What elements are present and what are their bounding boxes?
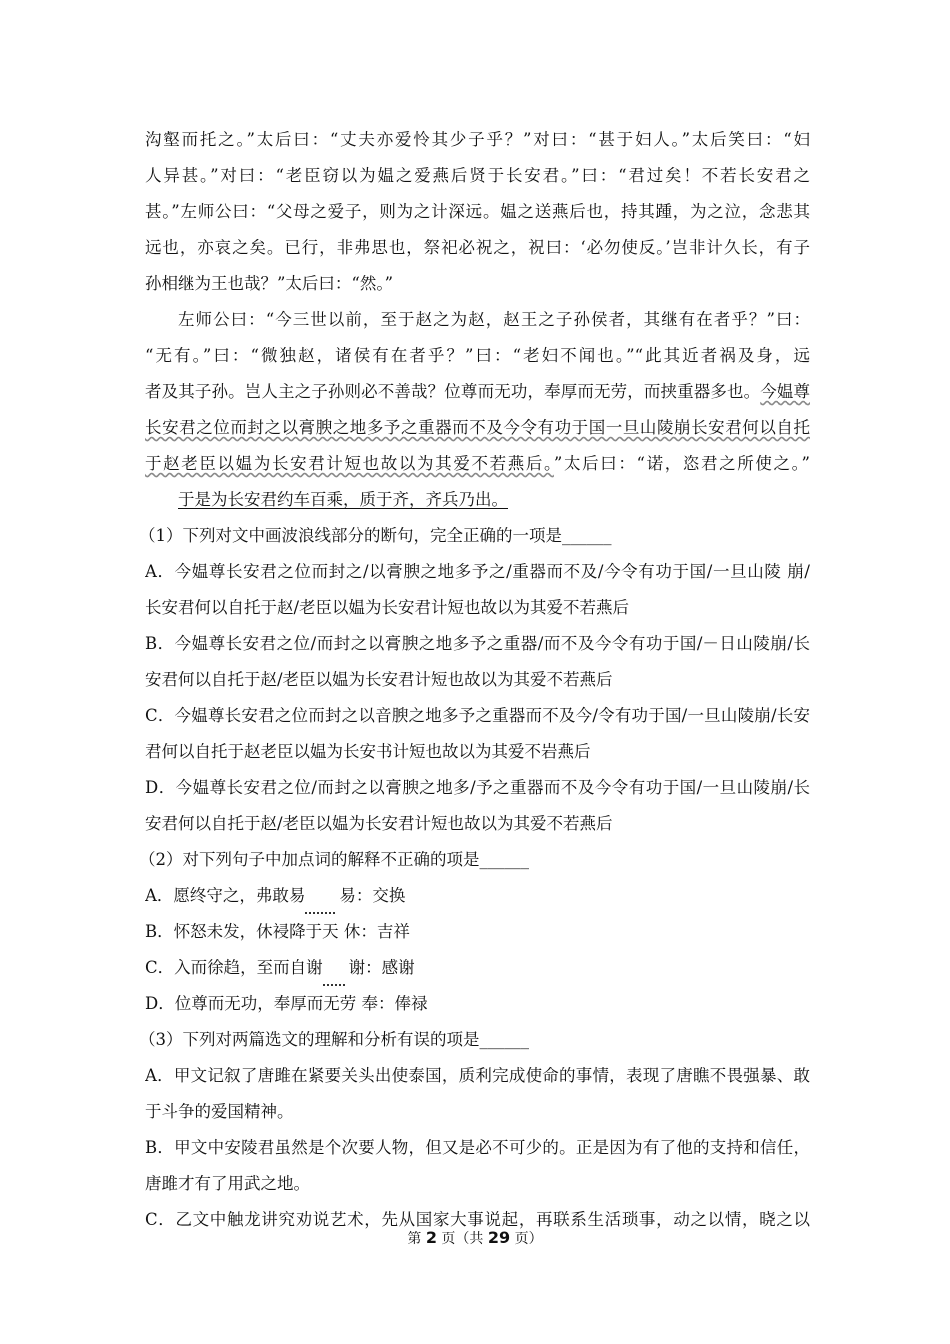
question-stem: （1）下列对文中画波浪线部分的断句，完全正确的一项是______ <box>139 526 612 545</box>
question-stem: （2）对下列句子中加点词的解释不正确的项是______ <box>139 850 529 869</box>
emphasis-dots <box>323 966 345 986</box>
passage-line <box>145 374 810 410</box>
passage-line: 人异甚。”对曰：“老臣窃以为媪之爱燕后贤于长安君。”曰：“君过矣！不若长安君之 <box>145 166 810 185</box>
option-line: 于斗争的爱国精神。 <box>145 1102 294 1121</box>
wavy-underlined-text: 长安君之位而封之以膏腴之地多予之重器而不及今令有功于国一旦山陵崩长安君何以自托 <box>145 418 810 437</box>
option-text: C．入而徐趋，至而自谢 <box>145 958 323 977</box>
passage-text: 者及其子孙。岂人主之子孙则必不善哉？位尊而无功，奉厚而无劳，而挟重器多也。 <box>145 382 761 401</box>
page-content <box>139 122 810 1238</box>
footer-mid: 页（共 <box>436 1231 488 1247</box>
option-line: 安君何以自托于赵/老臣以媪为长安君计短也故以为其爱不若燕后 <box>145 814 613 833</box>
option-line <box>145 878 810 914</box>
page-footer <box>0 1228 950 1248</box>
option-line: B．怀怒未发，休祲降于天 休：吉祥 <box>145 922 410 941</box>
option-line: D．位尊而无功，奉厚而无劳 奉：俸禄 <box>145 994 428 1013</box>
option-line: A．甲文记叙了唐雎在紧要关头出使泰国，质利完成使命的事情，表现了唐瞧不畏强暴、敢 <box>145 1066 810 1085</box>
option-line: C．乙文中触龙讲究劝说艺术，先从国家大事说起，再联系生活琐事，动之以情，晓之以 <box>145 1210 810 1229</box>
option-line: 君何以自托于赵老臣以媪为长安书计短也故以为其爱不岩燕后 <box>145 742 591 761</box>
question-stem: （3）下列对两篇选文的理解和分析有误的项是______ <box>139 1030 529 1049</box>
total-page-count: 29 <box>487 1228 511 1247</box>
option-line: A．今媪尊长安君之位而封之/以膏腴之地多予之/重器而不及/今令有功于国/一旦山陵 崩/ <box>145 562 810 581</box>
option-line: 安君何以自托于赵/老臣以媪为长安君计短也故以为其爱不若燕后 <box>145 670 613 689</box>
wavy-underlined-text: 今媪尊 <box>760 382 810 401</box>
passage-line <box>145 410 810 446</box>
option-line <box>145 950 810 986</box>
footer-prefix: 第 <box>407 1231 426 1247</box>
underlined-sentence: 于是为长安君约车百乘，质于齐，齐兵乃出。 <box>178 490 508 509</box>
passage-line <box>145 482 810 518</box>
option-note: 谢：感谢 <box>348 958 415 977</box>
passage-line: “无有。”曰：“微独赵，诸侯有在者乎？”曰：“老妇不闻也。”“此其近者祸及身，远 <box>145 346 810 365</box>
passage-line: 左师公曰：“今三世以前，至于赵之为赵，赵王之子孙侯者，其继有在者乎？”曰： <box>178 310 810 329</box>
emphasis-dots <box>305 894 335 914</box>
option-note: 易：交换 <box>339 886 406 905</box>
option-line: 长安君何以自托于赵/老臣以媪为长安君计短也故以为其爱不若燕后 <box>145 598 630 617</box>
current-page-number: 2 <box>425 1228 437 1247</box>
passage-line: 沟壑而托之。”太后曰：“丈夫亦爱怜其少子乎？”对曰：“甚于妇人。”太后笑曰：“妇 <box>145 130 810 149</box>
passage-line <box>145 446 810 482</box>
option-line: D．今媪尊长安君之位/而封之以膏腴之地多/予之重器而不及今令有功于国/一旦山陵崩/长 <box>145 778 810 797</box>
option-line: B．甲文中安陵君虽然是个次要人物，但又是必不可少的。正是因为有了他的支持和信任， <box>145 1138 810 1157</box>
footer-suffix: 页） <box>510 1231 543 1247</box>
wavy-underlined-text: 于赵老臣以媪为长安君计短也故以为其爱不若燕后。 <box>145 454 554 473</box>
passage-line: 孙相继为王也哉？”太后曰：“然。” <box>145 274 394 293</box>
passage-text: ”太后曰：“诺，恣君之所使之。” <box>553 454 810 473</box>
option-line: 唐雎才有了用武之地。 <box>145 1174 310 1193</box>
option-text: A．愿终守之，弗敢易 <box>145 886 306 905</box>
passage-line: 甚。”左师公曰：“父母之爱子，则为之计深远。媪之送燕后也，持其踵，为之泣，念悲其 <box>145 202 810 221</box>
option-line: B．今媪尊长安君之位/而封之以膏腴之地多予之重器/而不及今令有功于国/－日山陵崩/长 <box>145 634 810 653</box>
passage-line: 远也，亦哀之矣。已行，非弗思也，祭祀必祝之，祝曰：‘必勿使反。’岂非计久长，有子 <box>145 238 810 257</box>
option-line: C．今媪尊长安君之位而封之以音腴之地多予之重器而不及今/令有功于国/一旦山陵崩/长安 <box>145 706 810 725</box>
